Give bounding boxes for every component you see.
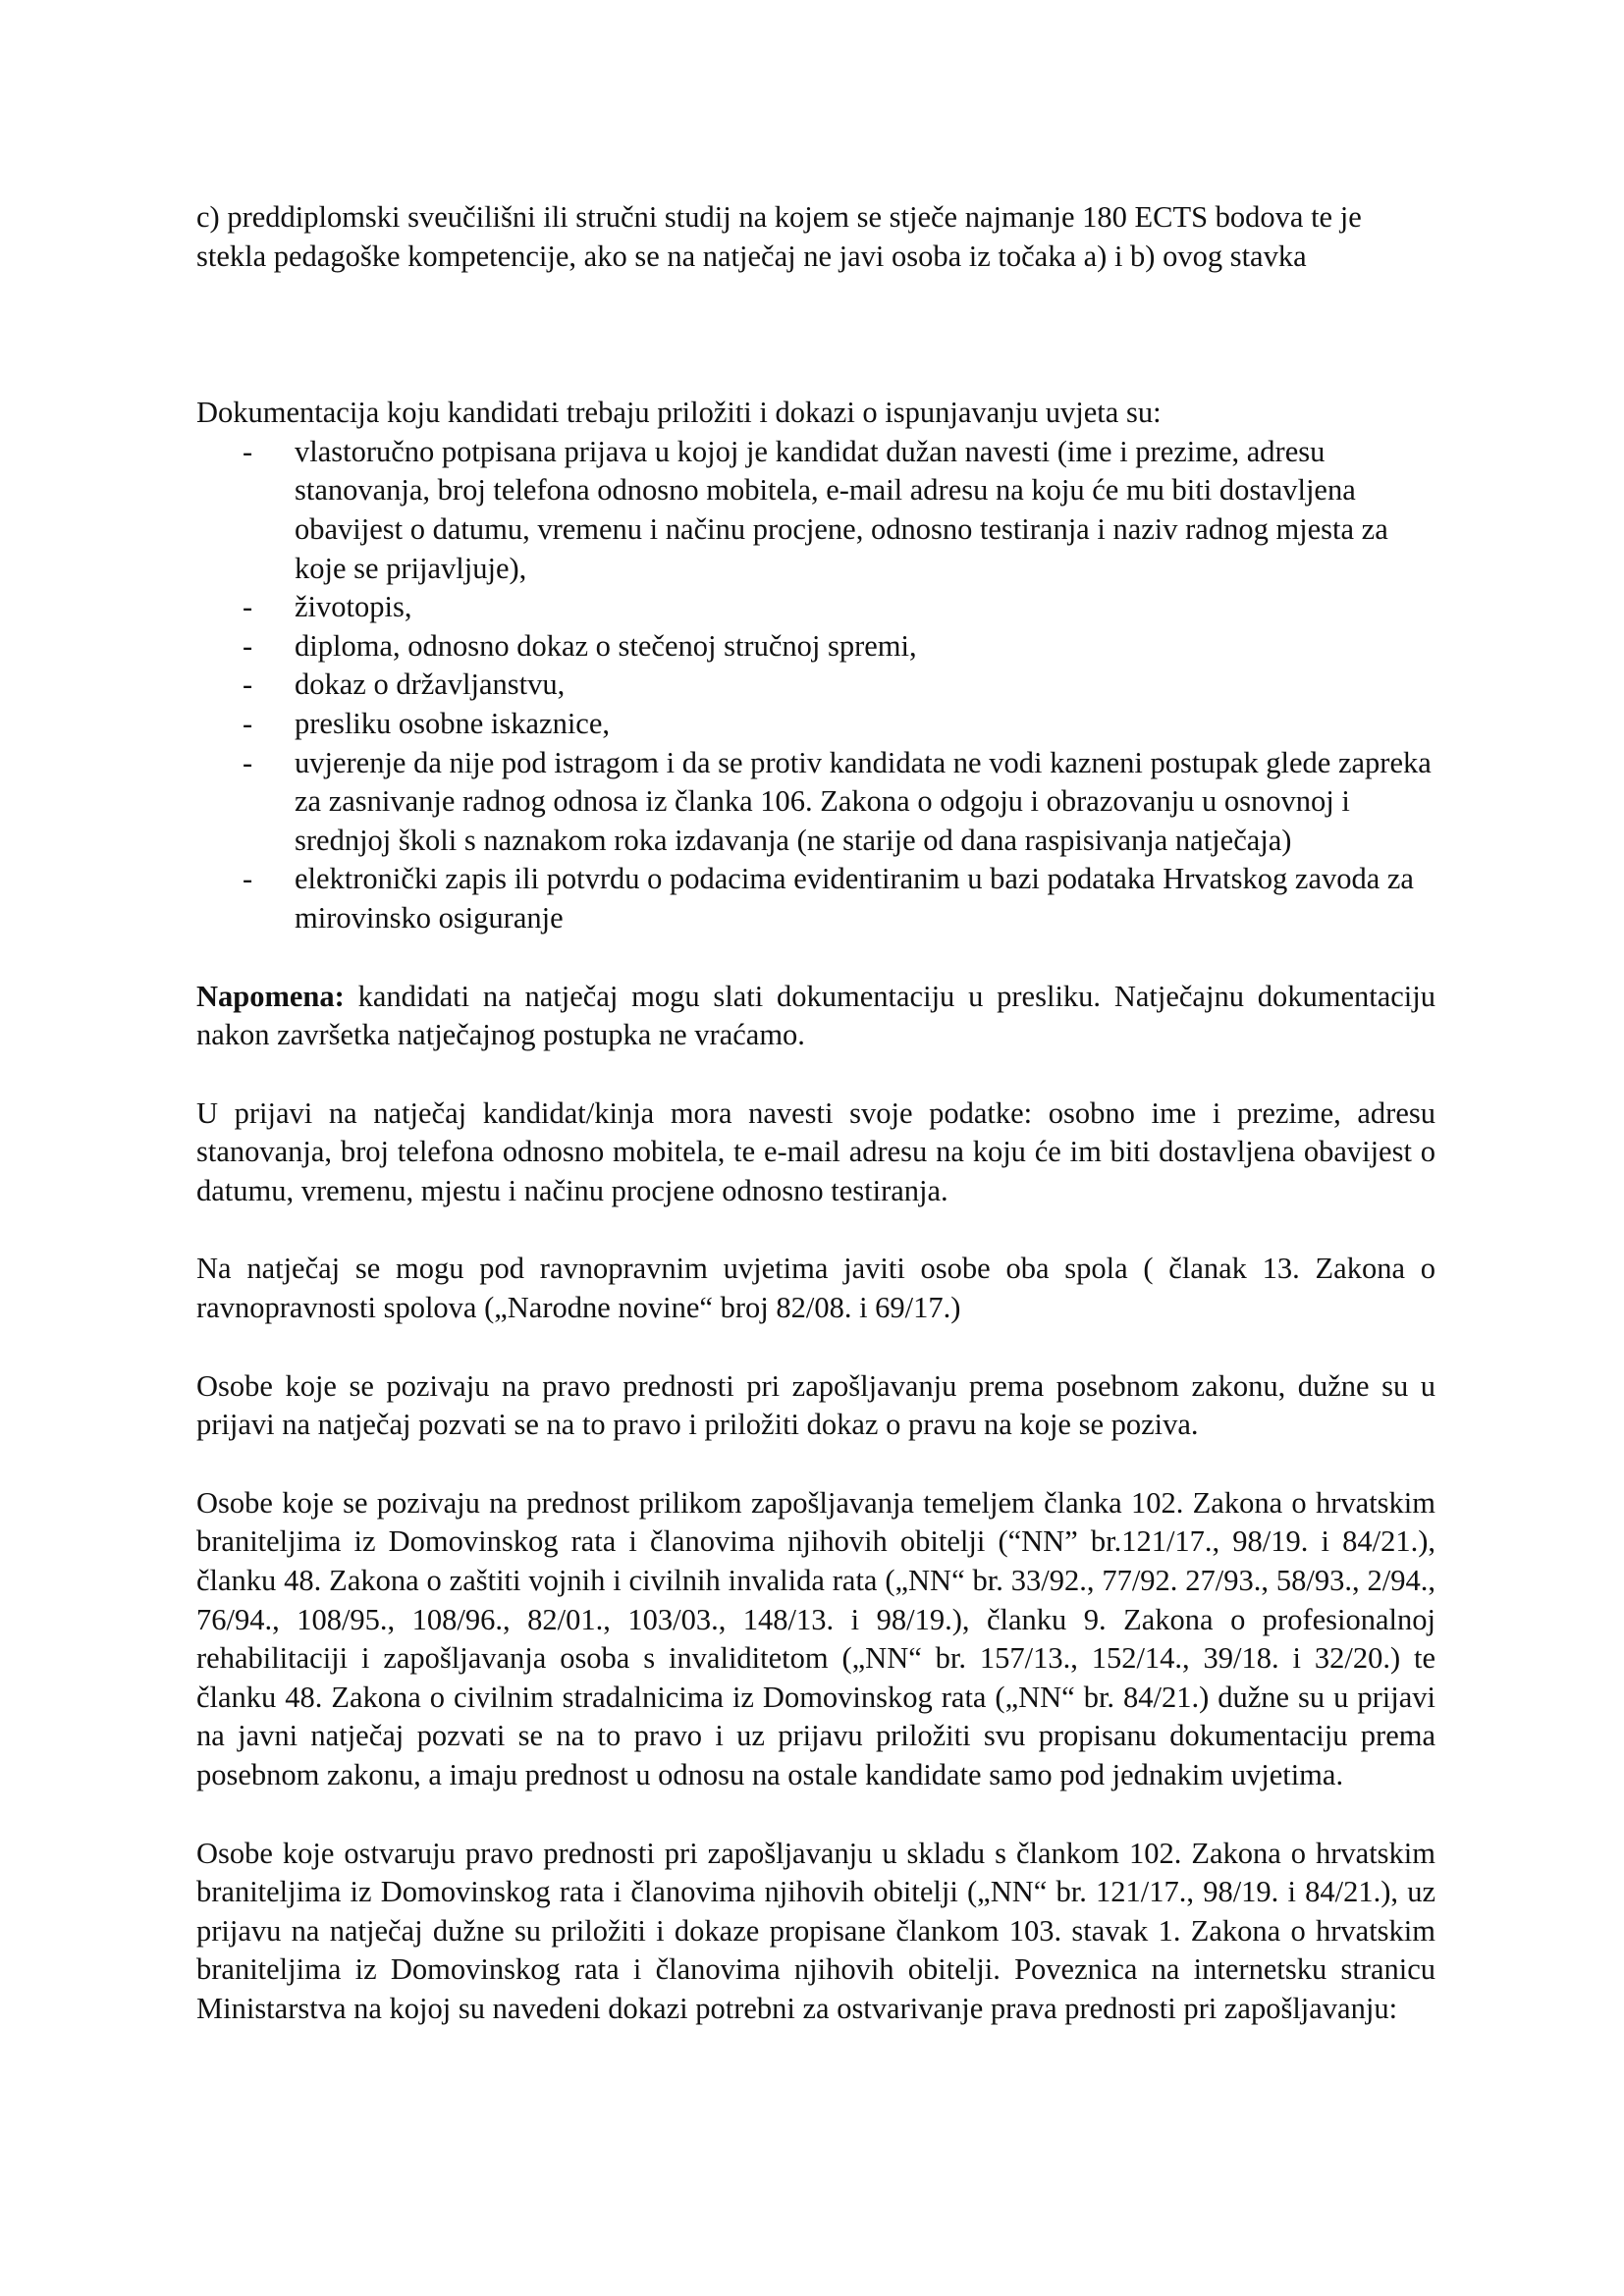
list-item [196,433,1435,588]
item-c-paragraph: c) preddiplomski sveučilišni ili stručni studij na kojem se stječe najmanje 180 ECTS bodova te je stekla pedagoške kompetencije, ako se na natječaj ne javi osoba iz točaka a) i b) ovog stavka [196,200,1362,273]
list-item [196,860,1435,937]
list-item-text: presliku osobne iskaznice, [295,706,611,740]
spacer [196,276,1435,394]
list-item [196,588,1435,627]
priority-paragraph: Osobe koje se pozivaju na pravo prednosti pri zapošljavanju prema posebnom zakonu, dužne su u prijavi na natječaj pozvati se na to pravo i priložiti dokaz o pravu na koje se poziva. [196,1368,1435,1442]
article-103-paragraph: Osobe koje ostvaruju pravo prednosti pri zapošljavanju u skladu s člankom 102. Zakona o hrvatskim braniteljima iz Domovinskog rata i članovima njihovih obitelji („NN“ br. 121/17., 98/19. i 84/21.), uz prijavu na natječaj dužne su priložiti i dokaze propisane člankom 103. stavak 1. Zakona o hrvatskim braniteljima iz Domovinskog rata i članovima njihovih obitelji. Poveznica na internetsku stranicu Ministarstva na kojoj su navedeni dokazi potrebni za ostvarivanje prava prednosti pri zapošljavanju: [196,1836,1435,2025]
application-paragraph: U prijavi na natječaj kandidat/kinja mora navesti svoje podatke: osobno ime i prezime, adresu stanovanja, broj telefona odnosno mobitela, te e-mail adresu na koju će im biti dostavljena obavijest o datumu, vremenu, mjestu i načinu procjene odnosno testiranja. [196,1095,1435,1207]
bullet-dash: - [243,434,253,468]
list-item-text: vlastoručno potpisana prijava u kojoj je kandidat dužan navesti (ime i prezime, adresu stanovanja, broj telefona odnosno mobitela, e-mail adresu na koju će mu biti dostavljena obavijest o datumu, vremenu i načinu procjene, odnosno testiranja i naziv radnog mjesta za koje se prijavljuje), [295,434,1388,585]
article-102-paragraph: Osobe koje se pozivaju na prednost prilikom zapošljavanja temeljem članka 102. Zakona o hrvatskim braniteljima iz Domovinskog rata i članovima njihovih obitelji (“NN” br.121/17., 98/19. i 84/21.), članku 48. Zakona o zaštiti vojnih i civilnih invalida rata („NN“ br. 33/92., 77/92. 27/93., 58/93., 2/94., 76/94., 108/95., 108/96., 82/01., 103/03., 148/13. i 98/19.), članku 9. Zakona o profesionalnoj rehabilitaciji i zapošljavanja osoba s invaliditetom („NN“ br. 157/13., 152/14., 39/18. i 32/20.) te članku 48. Zakona o civilnim stradalnicima iz Domovinskog rata („NN“ br. 84/21.) dužne su u prijavi na javni natječaj pozvati se na to pravo i uz prijavu priložiti svu propisanu dokumentaciju prema posebnom zakonu, a imaju prednost u odnosu na ostale kandidate samo pod jednakim uvjetima. [196,1485,1435,1791]
list-item-text: životopis, [295,590,412,624]
note-paragraph [196,978,1435,1055]
note-label: Napomena: [196,979,345,1013]
spacer [196,1445,1435,1484]
documentation-heading: Dokumentacija koju kandidati trebaju priložiti i dokazi o ispunjavanju uvjeta su: [196,396,1162,430]
bullet-dash: - [243,628,253,663]
spacer [196,1328,1435,1367]
list-item [196,666,1435,705]
spacer [196,1795,1435,1835]
equality-paragraph: Na natječaj se mogu pod ravnopravnim uvjetima javiti osobe oba spola ( članak 13. Zakona o ravnopravnosti spolova („Narodne novine“ broj 82/08. i 69/17.) [196,1252,1435,1325]
list-item [196,627,1435,667]
bullet-dash: - [243,745,253,779]
list-item-text: uvjerenje da nije pod istragom i da se protiv kandidata ne vodi kazneni postupak glede zapreka za zasnivanje radnog odnosa iz članka 106. Zakona o odgoju i obrazovanju u osnovnoj i srednjoj školi s naznakom roka izdavanja (ne starije od dana raspisivanja natječaja) [295,745,1432,857]
bullet-dash: - [243,706,253,740]
spacer [196,938,1435,978]
bullet-dash: - [243,667,253,702]
spacer [196,1210,1435,1250]
list-item [196,744,1435,861]
bullet-dash: - [243,590,253,624]
list-item [196,705,1435,744]
spacer [196,1055,1435,1095]
document-page [196,198,1435,2029]
list-item-text: diploma, odnosno dokaz o stečenoj stručnoj spremi, [295,628,917,663]
bullet-dash: - [243,862,253,896]
requirements-list [196,433,1435,938]
list-item-text: elektronički zapis ili potvrdu o podacima evidentiranim u bazi podataka Hrvatskog zavoda za mirovinsko osiguranje [295,862,1414,934]
note-text: kandidati na natječaj mogu slati dokumentaciju u presliku. Natječajnu dokumentaciju nakon završetka natječajnog postupka ne vraćamo. [196,979,1435,1052]
list-item-text: dokaz o državljanstvu, [295,667,566,702]
